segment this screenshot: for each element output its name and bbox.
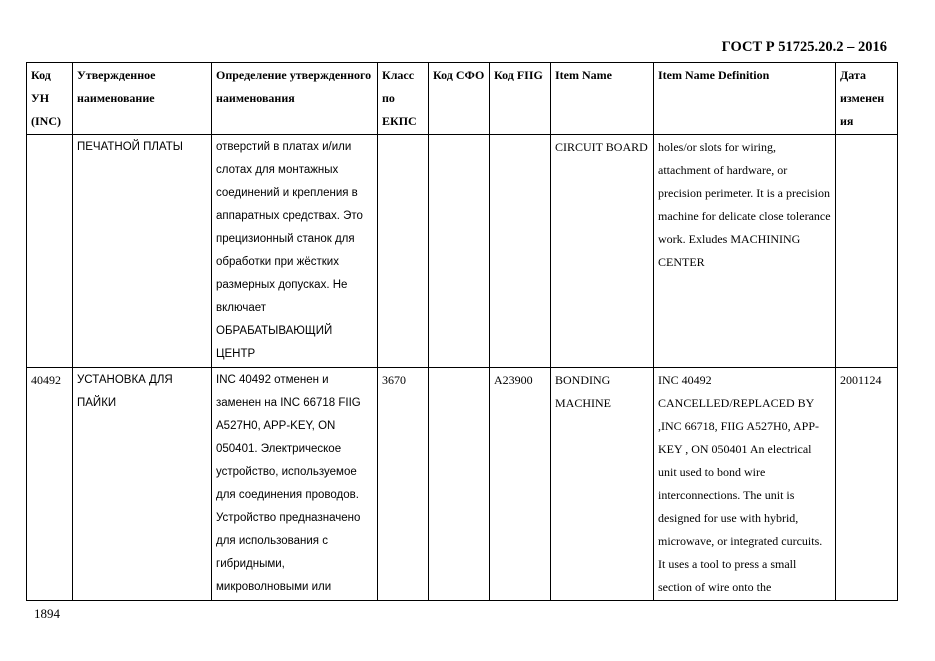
table-row: [27, 368, 898, 601]
cell-item-def: holes/or slots for wiring, attachment of hardware, or precision perimeter. It is a precision machine for delicate close tolerance work. Exludes MACHINING CENTER: [654, 135, 836, 368]
cell-definition-ru: отверстий в платах и/или слотах для монтажных соединений и крепления в аппаратных средствах. Это прецизионный станок для обработки при жёстких размерных допусках. Не включает ОБРАБАТЫВАЮЩИЙ ЦЕНТР: [212, 135, 378, 368]
cell-date: [836, 135, 898, 368]
col-header-fiig: Код FIIG: [490, 63, 551, 135]
cell-item-def: INC 40492 CANCELLED/REPLACED BY ,INC 66718, FIIG A527H0, APP-KEY , ON 050401 An electrical unit used to bond wire interconnections. The unit is designed for use with hybrid, microwave, or integrated curcuits. It uses a tool to press a small section of wire onto the: [654, 368, 836, 601]
cell-sfo: [429, 135, 490, 368]
cell-ekps: 3670: [378, 368, 429, 601]
col-header-ekps: Класс по ЕКПС: [378, 63, 429, 135]
cell-item-name: BONDING MACHINE: [551, 368, 654, 601]
cell-definition-ru: INC 40492 отменен и заменен на INC 66718 FIIG A527H0, APP-KEY, ON 050401. Электрическое устройство, используемое для соединения проводов. Устройство предназначено для использования с гибридными, микроволновыми или: [212, 368, 378, 601]
table-header-row: [27, 63, 898, 135]
table-row: [27, 135, 898, 368]
col-header-item-def: Item Name Definition: [654, 63, 836, 135]
page-number: 1894: [34, 606, 60, 621]
cell-name-ru: УСТАНОВКА ДЛЯ ПАЙКИ: [73, 368, 212, 601]
col-header-definition-ru: Определение утвержденного наименования: [212, 63, 378, 135]
col-header-name-ru: Утвержденное наименование: [73, 63, 212, 135]
cell-fiig: [490, 135, 551, 368]
cell-date: 2001124: [836, 368, 898, 601]
cell-ekps: [378, 135, 429, 368]
col-header-inc: Код УН (INC): [27, 63, 73, 135]
cell-inc: 40492: [27, 368, 73, 601]
col-header-date: Дата изменен ия: [836, 63, 898, 135]
cell-inc: [27, 135, 73, 368]
nomenclature-table: [26, 62, 898, 601]
cell-fiig: A23900: [490, 368, 551, 601]
col-header-item-name: Item Name: [551, 63, 654, 135]
document-header: ГОСТ Р 51725.20.2 – 2016: [721, 39, 887, 55]
cell-item-name: CIRCUIT BOARD: [551, 135, 654, 368]
cell-sfo: [429, 368, 490, 601]
col-header-sfo: Код СФО: [429, 63, 490, 135]
cell-name-ru: ПЕЧАТНОЙ ПЛАТЫ: [73, 135, 212, 368]
